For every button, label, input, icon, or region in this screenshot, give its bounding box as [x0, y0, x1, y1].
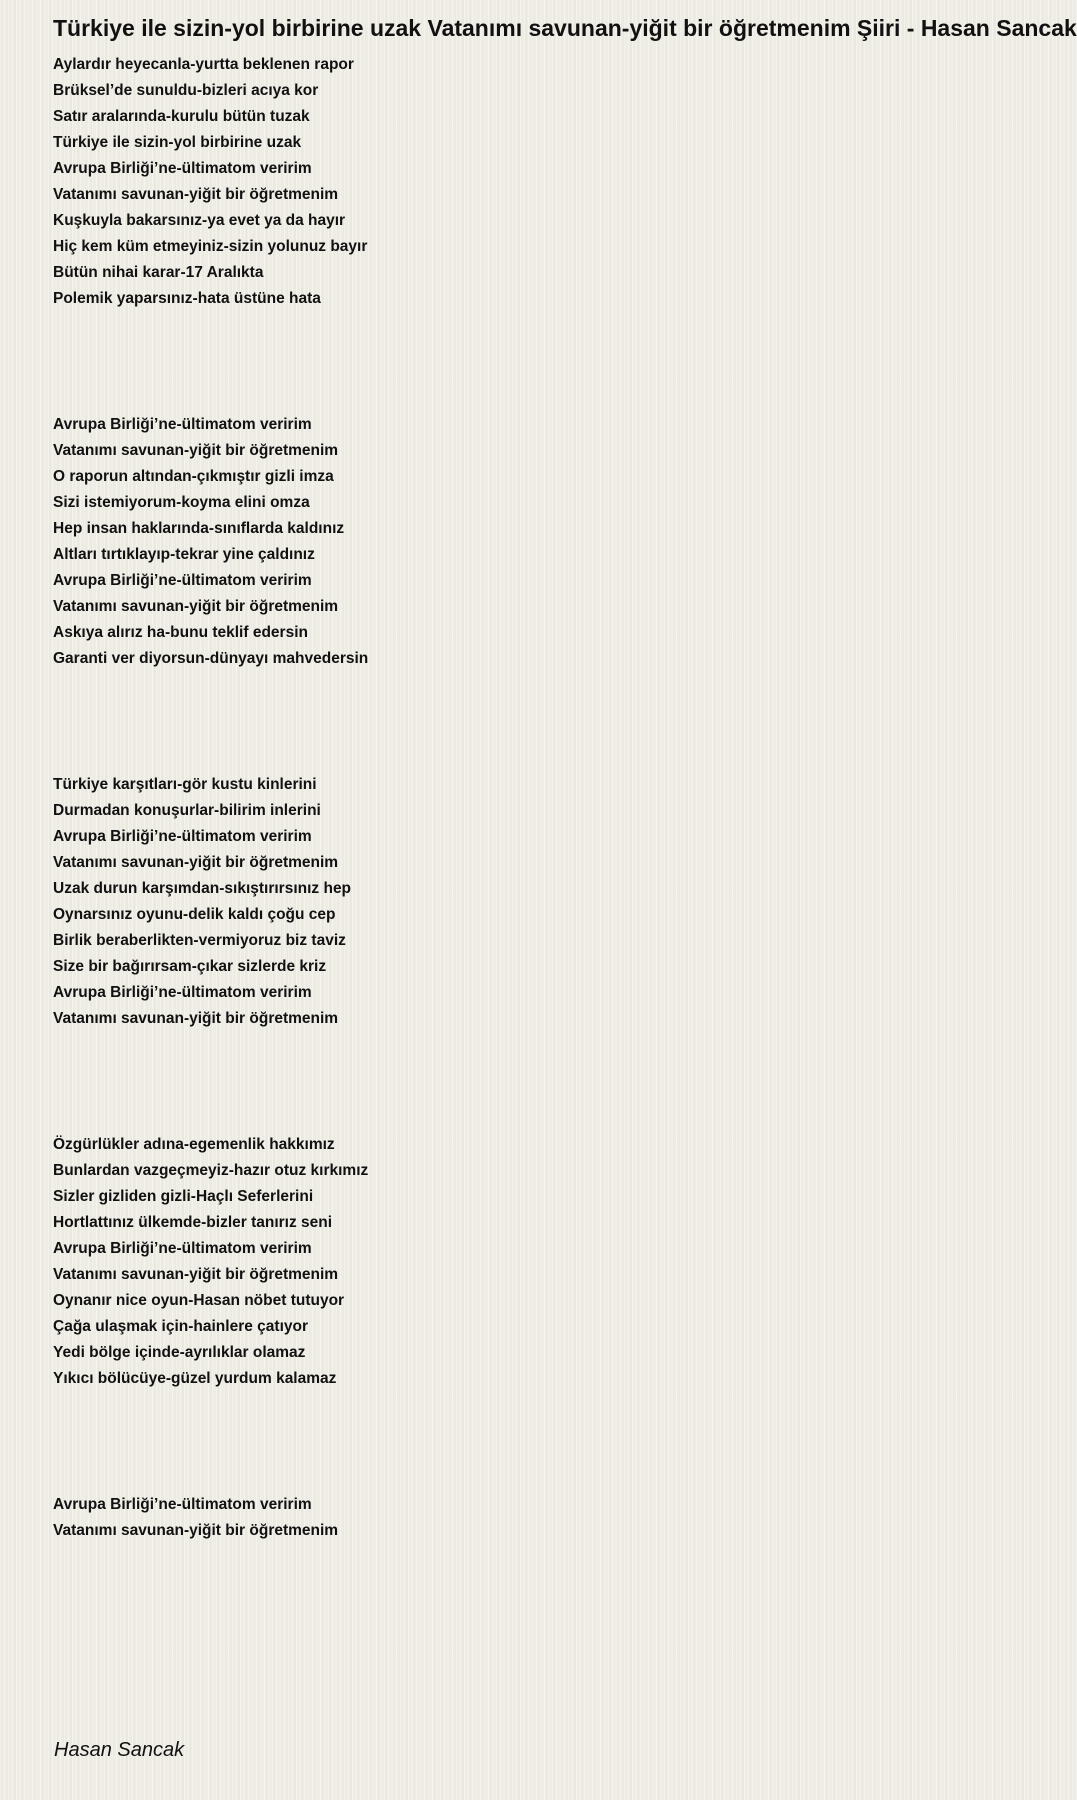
- poem-line: Polemik yaparsınız-hata üstüne hata: [53, 290, 321, 307]
- poem-line: Hiç kem küm etmeyiniz-sizin yolunuz bayır: [53, 238, 368, 255]
- poem-line: Sizi istemiyorum-koyma elini omza: [53, 494, 310, 511]
- poem-line: Vatanımı savunan-yiğit bir öğretmenim: [53, 442, 339, 459]
- poem-body: [53, 52, 613, 1644]
- poem-line: Türkiye ile sizin-yol birbirine uzak: [53, 134, 302, 151]
- poem-line: Kuşkuyla bakarsınız-ya evet ya da hayır: [53, 212, 346, 229]
- poem-line: Vatanımı savunan-yiğit bir öğretmenim: [53, 1266, 339, 1283]
- poem-line: Özgürlükler adına-egemenlik hakkımız: [53, 1136, 335, 1153]
- poem-line: Vatanımı savunan-yiğit bir öğretmenim: [53, 854, 339, 871]
- stanza-3: [53, 772, 613, 1032]
- poem-line: Size bir bağırırsam-çıkar sizlerde kriz: [53, 958, 327, 975]
- poem-line: Hep insan haklarında-sınıflarda kaldınız: [53, 520, 345, 537]
- poem-line: Bütün nihai karar-17 Aralıkta: [53, 264, 264, 281]
- poem-line: Çağa ulaşmak için-hainlere çatıyor: [53, 1318, 308, 1335]
- author-name[interactable]: Hasan Sancak: [54, 1739, 185, 1761]
- poem-line: Altları tırtıklayıp-tekrar yine çaldınız: [53, 546, 315, 563]
- poem-line: Avrupa Birliği’ne-ültimatom veririm: [53, 1496, 312, 1513]
- poem-line: Uzak durun karşımdan-sıkıştırırsınız hep: [53, 880, 352, 897]
- poem-line: Avrupa Birliği’ne-ültimatom veririm: [53, 828, 312, 845]
- stanza-5: [53, 1492, 613, 1544]
- poem-line: Hortlattınız ülkemde-bizler tanırız seni: [53, 1214, 333, 1231]
- poem-line: Sizler gizliden gizli-Haçlı Seferlerini: [53, 1188, 314, 1205]
- stanza-4: [53, 1132, 613, 1392]
- poem-line: Türkiye karşıtları-gör kustu kinlerini: [53, 776, 317, 793]
- poem-line: Oynarsınız oyunu-delik kaldı çoğu cep: [53, 906, 336, 923]
- poem-line: Vatanımı savunan-yiğit bir öğretmenim: [53, 598, 339, 615]
- poem-line: Durmadan konuşurlar-bilirim inlerini: [53, 802, 321, 819]
- poem-line: O raporun altından-çıkmıştır gizli imza: [53, 468, 334, 485]
- poem-line: Vatanımı savunan-yiğit bir öğretmenim: [53, 1010, 339, 1027]
- poem-line: Yedi bölge içinde-ayrılıklar olamaz: [53, 1344, 306, 1361]
- poem-line: Satır aralarında-kurulu bütün tuzak: [53, 108, 310, 125]
- poem-line: Askıya alırız ha-bunu teklif edersin: [53, 624, 308, 641]
- poem-line: Garanti ver diyorsun-dünyayı mahvedersin: [53, 650, 369, 667]
- poem-line: Aylardır heyecanla-yurtta beklenen rapor: [53, 56, 354, 73]
- stanza-1: [53, 52, 613, 312]
- poem-line: Avrupa Birliği’ne-ültimatom veririm: [53, 1240, 312, 1257]
- stanza-2: [53, 412, 613, 672]
- poem-line: Bunlardan vazgeçmeyiz-hazır otuz kırkımız: [53, 1162, 369, 1179]
- poem-line: Brüksel’de sunuldu-bizleri acıya kor: [53, 82, 319, 99]
- poem-line: Vatanımı savunan-yiğit bir öğretmenim: [53, 186, 339, 203]
- page-title: Türkiye ile sizin-yol birbirine uzak Vatanımı savunan-yiğit bir öğretmenim Şiiri - Hasan Sancak: [53, 15, 1077, 41]
- poem-line: Birlik beraberlikten-vermiyoruz biz taviz: [53, 932, 346, 949]
- poem-line: Avrupa Birliği’ne-ültimatom veririm: [53, 160, 312, 177]
- poem-line: Yıkıcı bölücüye-güzel yurdum kalamaz: [53, 1370, 337, 1387]
- poem-line: Avrupa Birliği’ne-ültimatom veririm: [53, 984, 312, 1001]
- poem-line: Oynanır nice oyun-Hasan nöbet tutuyor: [53, 1292, 345, 1309]
- poem-line: Avrupa Birliği’ne-ültimatom veririm: [53, 416, 312, 433]
- poem-line: Avrupa Birliği’ne-ültimatom veririm: [53, 572, 312, 589]
- poem-line: Vatanımı savunan-yiğit bir öğretmenim: [53, 1522, 339, 1539]
